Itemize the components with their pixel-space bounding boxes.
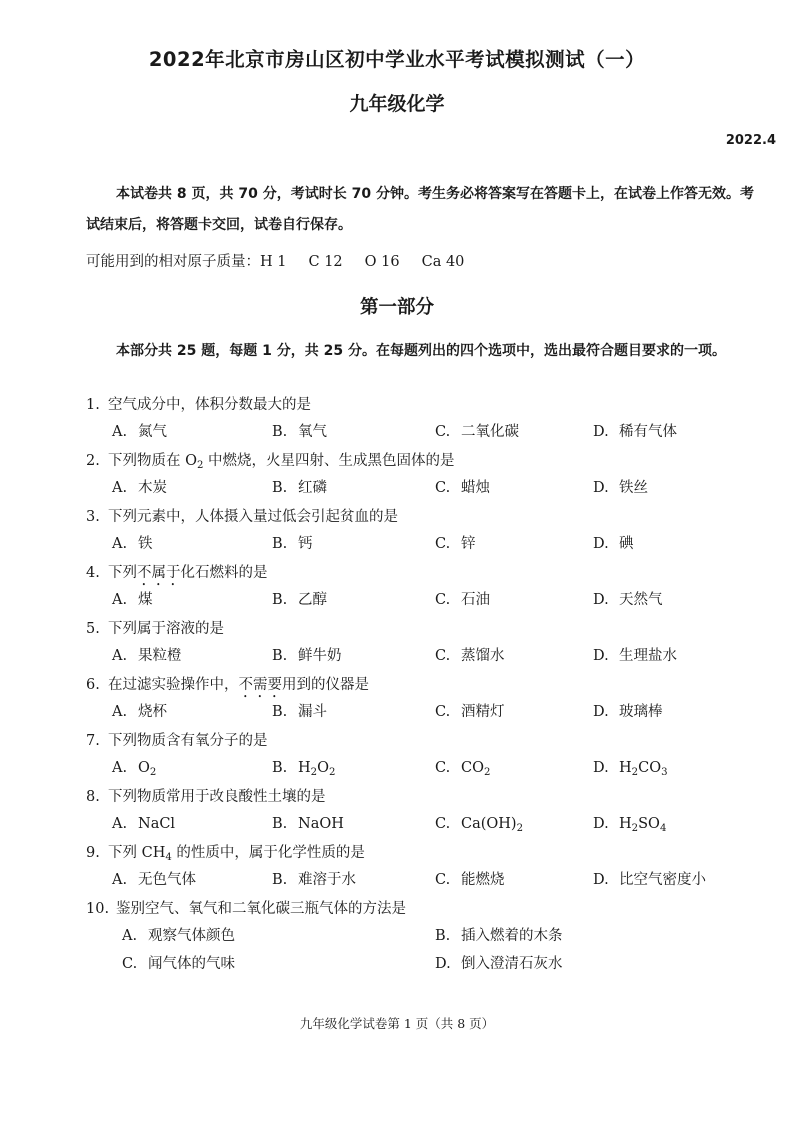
question-number: 9. [86, 845, 100, 861]
option-b[interactable]: B. 乙醇 [272, 592, 327, 608]
atomic-mass-h: H 1 [260, 254, 287, 270]
option-b[interactable]: B. 钙 [272, 536, 313, 552]
option-b[interactable]: B. 红磷 [272, 480, 327, 496]
option-a[interactable]: A. 无色气体 [112, 872, 196, 888]
question-options [112, 699, 772, 725]
option-a[interactable]: A. 铁 [112, 536, 153, 552]
question-8 [86, 784, 766, 840]
question-stem: 8. 下列物质常用于改良酸性土壤的是 [86, 784, 326, 810]
question-number: 1. [86, 397, 100, 413]
atomic-masses [86, 250, 756, 271]
option-a[interactable]: A. 烧杯 [112, 704, 167, 720]
question-stem: 9. 下列 $CH_4$ 的性质中，属于化学性质的是 [86, 840, 365, 866]
question-text: 空气成分中，体积分数最大的是 [108, 397, 311, 413]
option-b[interactable]: B. $H_2O_2$ [272, 760, 336, 778]
question-options [112, 419, 772, 445]
option-a[interactable]: A. $O_2$ [112, 760, 157, 778]
option-d[interactable]: D. 天然气 [593, 592, 663, 608]
option-d[interactable]: D. 玻璃棒 [593, 704, 663, 720]
option-b[interactable]: B. 难溶于水 [272, 872, 356, 888]
option-c[interactable]: C. 石油 [435, 592, 490, 608]
option-b[interactable]: B. 氧气 [272, 424, 327, 440]
option-d[interactable]: D. 稀有气体 [593, 424, 677, 440]
question-stem: 3. 下列元素中，人体摄入量过低会引起贫血的是 [86, 504, 398, 530]
option-b[interactable]: B. 鲜牛奶 [272, 648, 342, 664]
option-c[interactable]: C. 能燃烧 [435, 872, 505, 888]
option-d[interactable]: D. 倒入澄清石灰水 [435, 956, 563, 972]
question-5 [86, 616, 766, 672]
option-c[interactable]: C. $CO_2$ [435, 760, 491, 778]
atomic-mass-o: O 16 [364, 254, 400, 270]
question-stem: 10. 鉴别空气、氧气和二氧化碳三瓶气体的方法是 [86, 896, 406, 922]
question-stem: 4. 下列不属于化石燃料的是 [86, 560, 268, 586]
option-d[interactable]: D. 碘 [593, 536, 634, 552]
question-3 [86, 504, 766, 560]
question-stem [86, 392, 311, 418]
option-b[interactable]: B. 漏斗 [272, 704, 327, 720]
question-1 [86, 392, 766, 448]
option-d[interactable]: D. $H_2SO_4$ [593, 816, 667, 834]
emphasis-text: 不需要 [238, 677, 282, 693]
option-c[interactable]: C. 二氧化碳 [435, 424, 519, 440]
option-a[interactable]: A. NaCl [112, 816, 176, 832]
option-a[interactable]: A. 氮气 [112, 424, 167, 440]
emphasis-text: 不属于 [137, 565, 181, 581]
option-a[interactable]: A. 煤 [112, 592, 153, 608]
option-b[interactable]: B. NaOH [272, 816, 344, 832]
atomic-masses-label: 可能用到的相对原子质量： [86, 254, 260, 270]
question-number: 6. [86, 677, 100, 693]
question-7 [86, 728, 766, 784]
question-options [112, 531, 772, 557]
question-number: 2. [86, 453, 100, 469]
option-a[interactable]: A. 木炭 [112, 480, 167, 496]
question-number: 4. [86, 565, 100, 581]
question-options [112, 643, 772, 669]
question-10 [86, 896, 766, 980]
option-d[interactable]: D. 比空气密度小 [593, 872, 706, 888]
question-number: 7. [86, 733, 100, 749]
question-options [112, 587, 772, 613]
exam-instructions [86, 179, 756, 241]
question-options [112, 867, 772, 893]
question-number: 10. [86, 901, 110, 917]
option-d[interactable]: D. 铁丝 [593, 480, 648, 496]
page-footer: 九年级化学试卷第 1 页（共 8 页） [299, 1016, 495, 1031]
question-4 [86, 560, 766, 616]
option-a[interactable]: A. 观察气体颜色 [122, 928, 235, 944]
question-options [112, 755, 772, 781]
question-number: 3. [86, 509, 100, 525]
question-stem: 5. 下列属于溶液的是 [86, 616, 224, 642]
exam-subtitle: 九年级化学 [349, 93, 445, 115]
exam-date: 2022.4 [725, 133, 776, 148]
question-stem: 7. 下列物质含有氧分子的是 [86, 728, 268, 754]
question-2 [86, 448, 766, 504]
question-number: 8. [86, 789, 100, 805]
option-c[interactable]: C. 蒸馏水 [435, 648, 505, 664]
option-a[interactable]: A. 果粒橙 [112, 648, 182, 664]
option-b[interactable]: B. 插入燃着的木条 [435, 928, 563, 944]
question-number: 5. [86, 621, 100, 637]
question-list [86, 392, 766, 980]
section-description: 本部分共 25 题，每题 1 分，共 25 分。在每题列出的四个选项中，选出最符合题目要求的一项。 [116, 343, 726, 359]
question-options [112, 475, 772, 501]
question-options [122, 923, 782, 979]
atomic-mass-ca: Ca 40 [421, 254, 465, 270]
option-c[interactable]: C. 闻气体的气味 [122, 956, 235, 972]
question-stem: 2. 下列物质在 $O_2$ 中燃烧，火星四射、生成黑色固体的是 [86, 448, 455, 474]
option-c[interactable]: C. 蜡烛 [435, 480, 490, 496]
option-d[interactable]: D. $H_2CO_3$ [593, 760, 668, 778]
question-stem: 6. 在过滤实验操作中，不需要用到的仪器是 [86, 672, 369, 698]
instructions-text: 本试卷共 8 页，共 70 分，考试时长 70 分钟。考生务必将答案写在答题卡上，在试卷上作答无效。考试结束后，将答题卡交回，试卷自行保存。 [86, 186, 754, 233]
question-6 [86, 672, 766, 728]
question-options [112, 811, 772, 837]
option-d[interactable]: D. 生理盐水 [593, 648, 677, 664]
exam-title: 2022年北京市房山区初中学业水平考试模拟测试（一） [148, 48, 646, 71]
option-c[interactable]: C. 锌 [435, 536, 476, 552]
option-c[interactable]: C. $Ca(OH)_2$ [435, 816, 524, 834]
section-title: 第一部分 [359, 297, 434, 318]
question-9 [86, 840, 766, 896]
atomic-mass-c: C 12 [308, 254, 343, 270]
option-c[interactable]: C. 酒精灯 [435, 704, 505, 720]
